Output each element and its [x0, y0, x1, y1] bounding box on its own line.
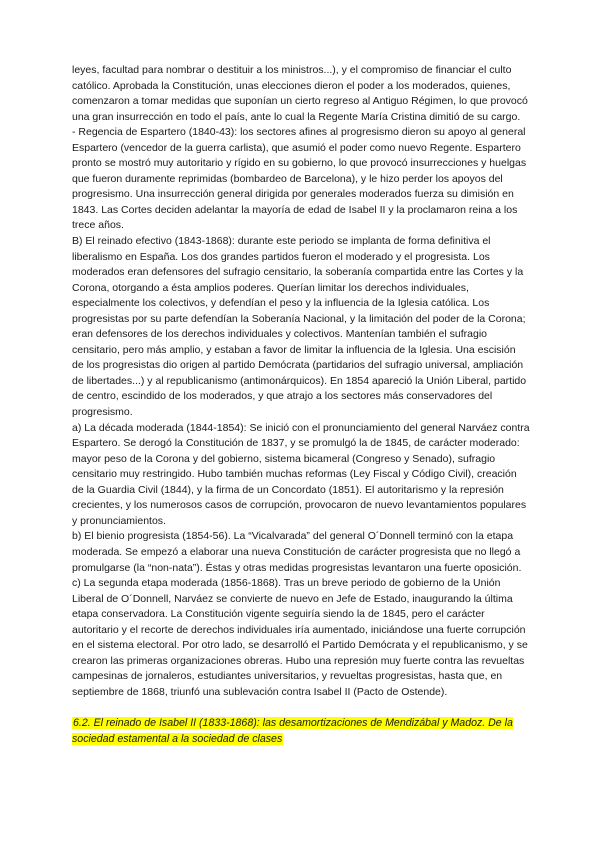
document-body	[72, 63, 530, 747]
paragraph-effective-reign: B) El reinado efectivo (1843-1868): durante este periodo se implanta de forma definitiva el liberalismo en España. Los dos grandes partidos fueron el moderado y el progresista. Los moderados eran defensores del sufragio censitario, la soberanía compartida entre las Cortes y la Corona, otorgando a ésta amplios poderes. Querían limitar los derechos individuales, especialmente los colectivos, y defendían el peso y la influencia de la Iglesia católica. Los progresistas por su parte defendían la Soberanía Nacional, y la limitación del poder de la Corona; eran defensores de los derechos individuales y colectivos. Mantenían también el sufragio censitario, pero más amplio, y estaban a favor de limitar la influencia de la Iglesia. Una escisión de los progresistas dio origen al partido Demócrata (partidarios del sufragio universal, ampliación de libertades...) y al republicanismo (antimonárquicos). En 1854 apareció la Unión Liberal, partido de centro, escindido de los moderados, y que atrajo a los sectores más conservadores del progresismo.	[72, 235, 527, 419]
paragraph-second-moderate-stage: c) La segunda etapa moderada (1856-1868). Tras un breve periodo de gobierno de la Unión Liberal de O´Donnell, Narváez se convierte de nuevo en Jefe de Estado, inaugurando la última etapa conservadora. La Constitución vigente seguiría siendo la de 1845, pero el carácter autoritario y el recorte de derechos individuales iría aumentado, iniciándose una fuerte corrupción en el sistema electoral. Por otro lado, se desarrolló el Partido Demócrata y el republicanismo, y se crearon las primeras organizaciones obreras. Hubo una represión muy fuerte contra las revueltas campesinas de jornaleros, estudiantes universitarios, y revueltas progresistas, hasta que, en septiembre de 1868, triunfó una sublevación contra Isabel II (Pacto de Ostende).	[72, 577, 528, 698]
paragraph-progressive-biennium: b) El bienio progresista (1854-56). La “Vicalvarada” del general O´Donnell terminó con la etapa moderada. Se empezó a elaborar una nueva Constitución de carácter progresista que no llegó a promulgarse (la “non-nata”). Éstas y otras medidas progresistas levantaron una fuerte oposición.	[72, 530, 522, 574]
section-heading	[72, 715, 530, 747]
section-heading-text: 6.2. El reinado de Isabel II (1833-1868): las desamortizaciones de Mendizábal y Madoz. De la sociedad estamental a la sociedad de clases	[72, 717, 513, 746]
paragraph-espartero-regency: - Regencia de Espartero (1840-43): los sectores afines al progresismo dieron su apoyo al general Espartero (vencedor de la guerra carlista), que asumió el poder como nuevo Regente. Espartero pronto se mostró muy autoritario y rígido en su gobierno, lo que provocó insurrecciones y huelgas que fueron duramente reprimidas (bombardeo de Barcelona), y le hizo perder los apoyos del progresismo. Una insurrección general dirigida por generales moderados fuerza su dimisión en 1843. Las Cortes deciden adelantar la mayoría de edad de Isabel II y la proclamaron reina a los trece años.	[72, 126, 527, 232]
paragraph-constitution-moderates: leyes, facultad para nombrar o destituir a los ministros...), y el compromiso de financiar el culto católico. Aprobada la Constitución, unas elecciones dieron el poder a los moderados, quienes, comenzaron a tomar medidas que suponían un cierto regreso al Antiguo Régimen, lo que provocó una gran insurrección en todo el país, ante lo cual la Regente María Cristina dimitió de su cargo.	[72, 64, 528, 123]
paragraph-moderate-decade: a) La década moderada (1844-1854): Se inició con el pronunciamiento del general Narváez contra Espartero. Se derogó la Constitución de 1837, y se promulgó la de 1845, de carácter moderado: mayor peso de la Corona y del gobierno, sistema bicameral (Congreso y Senado), sufragio censitario muy restringido. Hubo también muchas reformas (Ley Fiscal y Código Civil), creación de la Guardia Civil (1844), y la firma de un Concordato (1851). El autoritarismo y la represión crecientes, y los numerosos casos de corrupción, provocaron de nuevo levantamientos populares y pronunciamientos.	[72, 421, 530, 527]
